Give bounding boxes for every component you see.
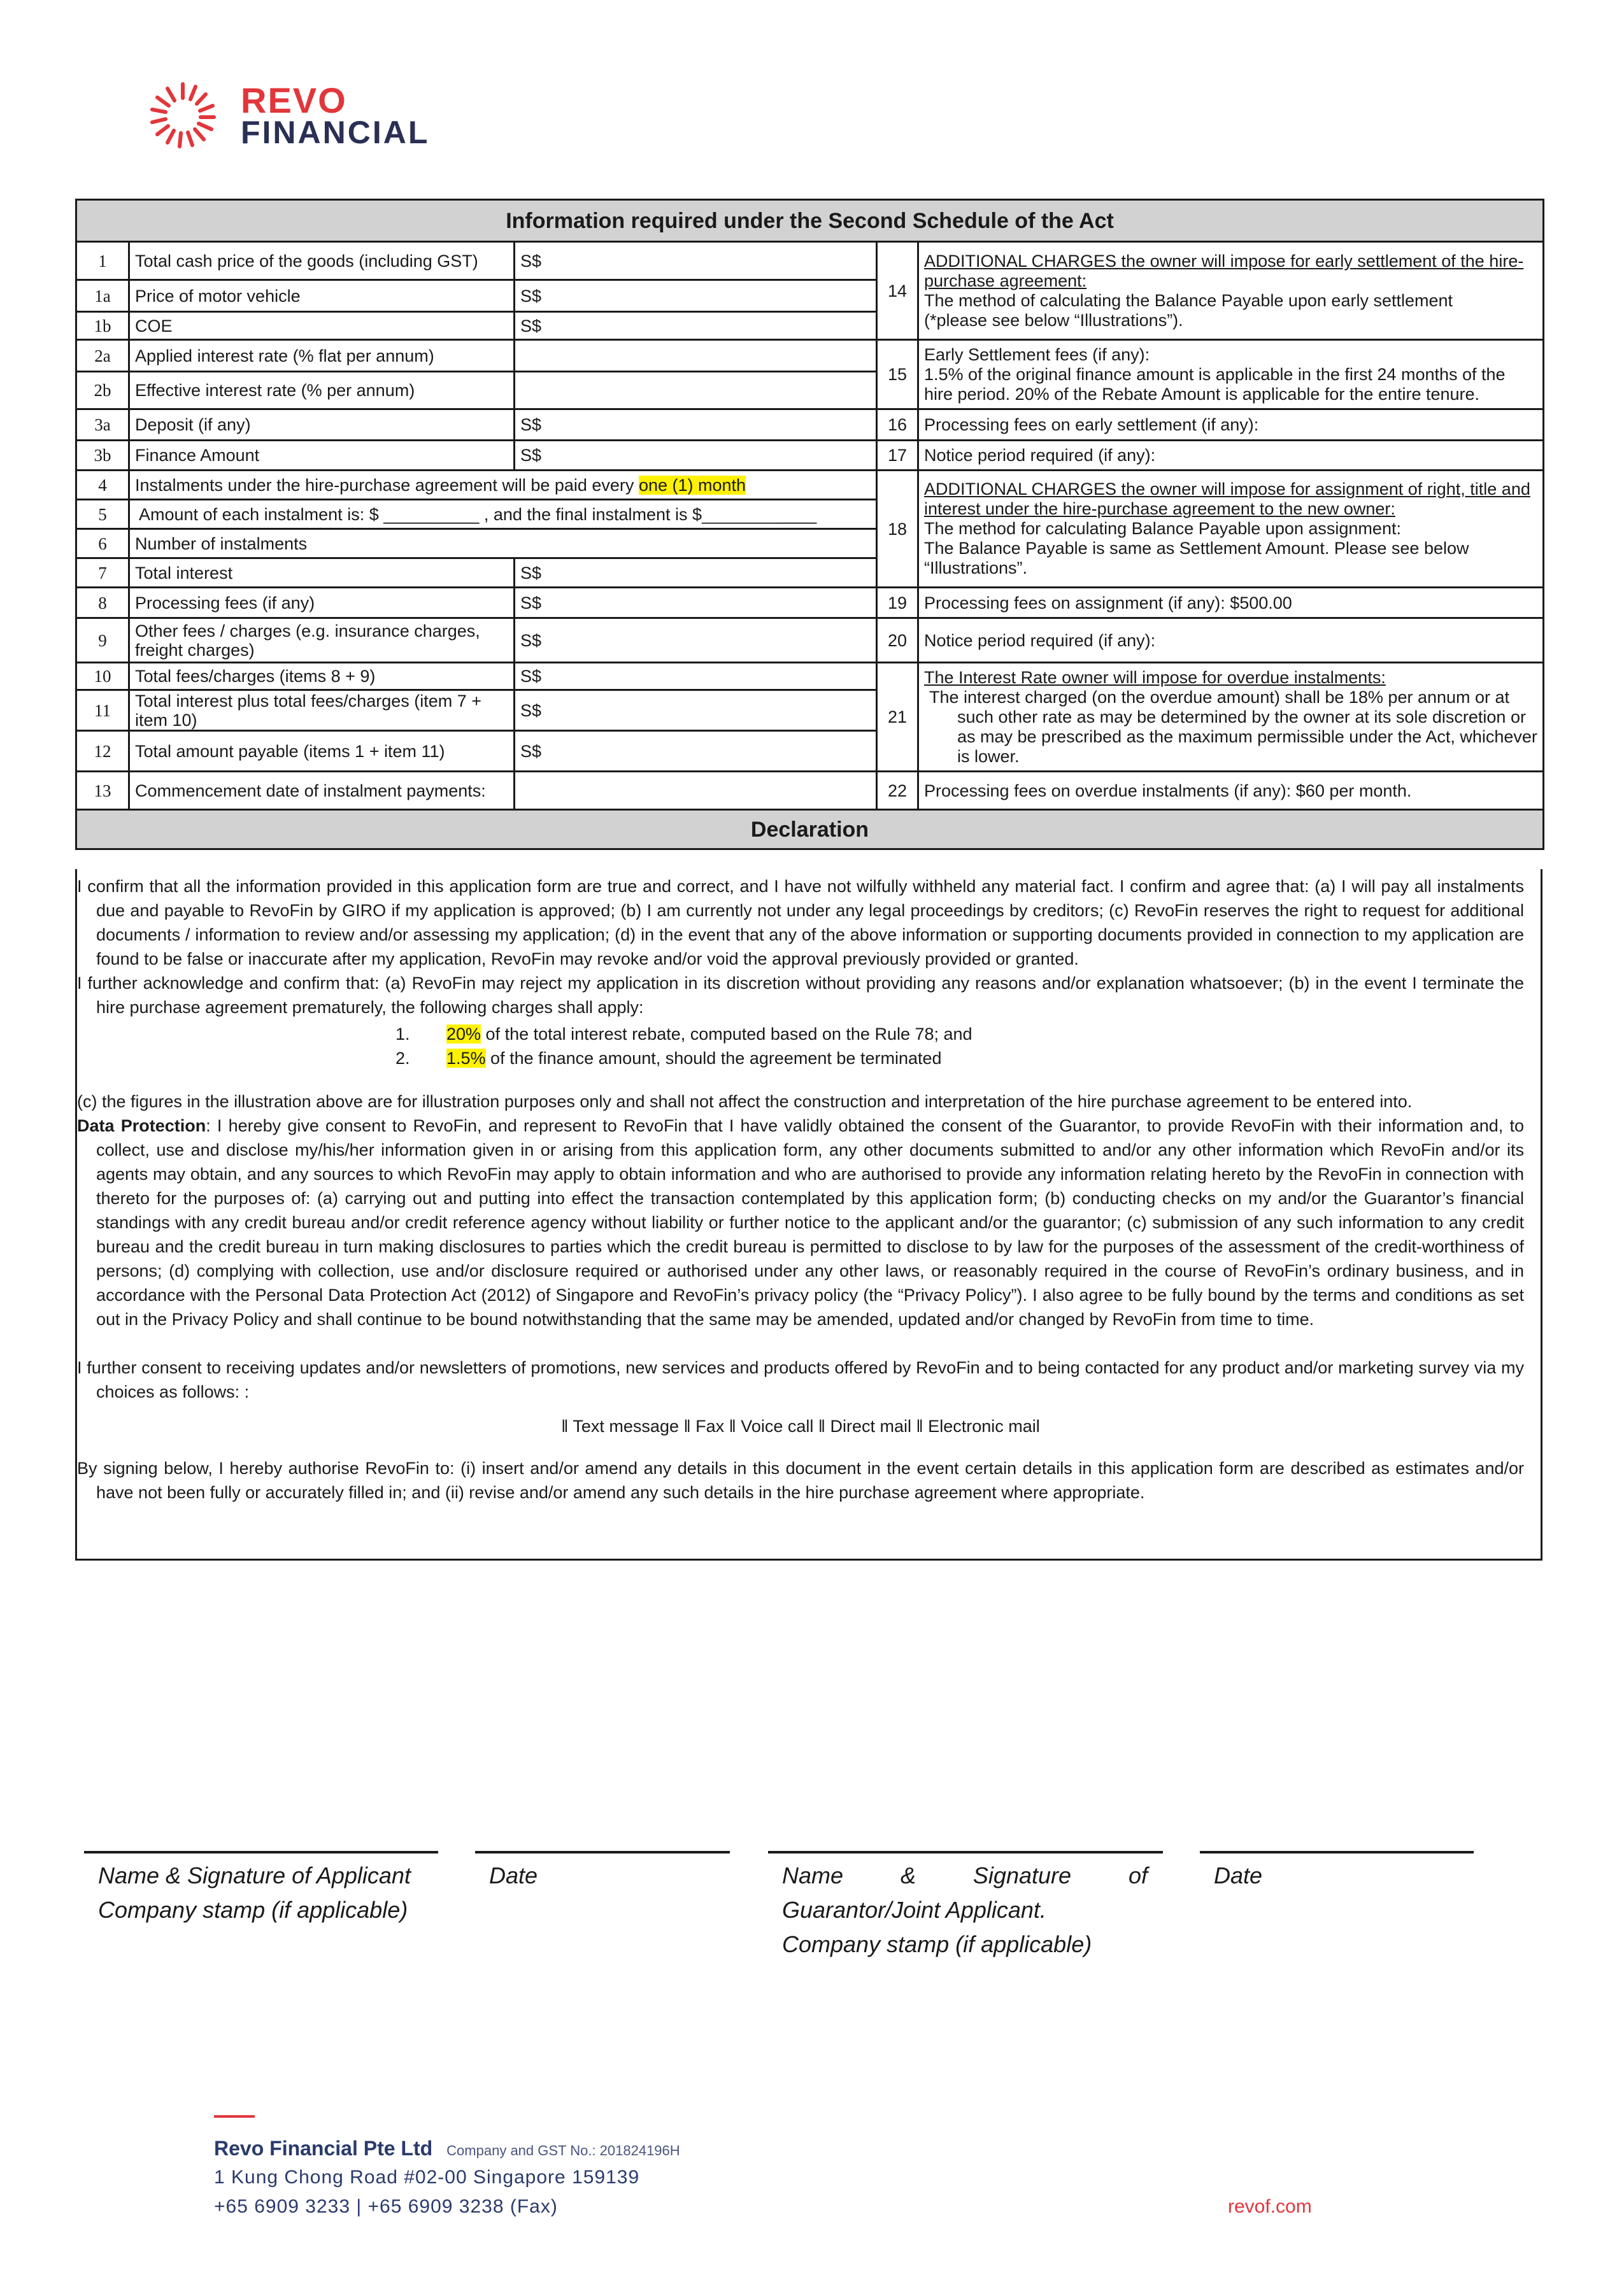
item-label: Number of instalments [129, 529, 877, 558]
second-schedule-table [75, 199, 1544, 850]
early-settlement-fees-label: Early Settlement fees (if any): [924, 344, 1150, 364]
schedule-title: Information required under the Second Schedule of the Act [76, 200, 1544, 242]
logo-word-revo: REVO [241, 80, 347, 120]
item-value-field[interactable]: S$ [515, 312, 877, 340]
revo-financial-logo [145, 80, 464, 150]
declaration-title: Declaration [76, 810, 1544, 849]
early-settlement-note: (*please see below “Illustrations”). [924, 310, 1183, 330]
item-number: 7 [76, 558, 129, 588]
item-number: 12 [76, 731, 129, 772]
guarantor-stamp-label: Company stamp (if applicable) [782, 1931, 1092, 1957]
assignment-method: The method for calculating Balance Payable upon assignment: [924, 519, 1401, 538]
early-settlement-method: The method of calculating the Balance Payable upon early settlement [924, 290, 1453, 310]
item-text: Processing fees on early settlement (if any): [918, 409, 1544, 441]
item-number: 8 [76, 588, 129, 618]
footer-registration: Company and GST No.: 201824196H [446, 2143, 680, 2158]
declaration-illustration-note: (c) the figures in the illustration above are for illustration purposes only and shall not affect the construction and interpretation of the hire purchase agreement to be entered into. [77, 1092, 1413, 1111]
applicant-date-block[interactable] [475, 1851, 730, 1893]
item-value-field[interactable] [515, 340, 877, 372]
item-value-field[interactable] [515, 372, 877, 409]
item-number: 5 [76, 500, 129, 529]
applicant-signature-label: Name & Signature of Applicant [98, 1862, 411, 1889]
item-number: 6 [76, 529, 129, 558]
instalment-frequency [129, 471, 877, 500]
early-settlement-fees [918, 340, 1544, 409]
marketing-consent: I further consent to receiving updates and/or newsletters of promotions, new services and products offered by RevoFin and to being contacted for any product and/or marketing survey via my choices as follows: : [77, 1358, 1524, 1401]
item-number: 2b [76, 372, 129, 409]
item-label: Total interest plus total fees/charges (item 7 + item 10) [129, 690, 515, 731]
item-number: 2a [76, 340, 129, 372]
item-label: Total interest [129, 558, 515, 588]
declaration-body [75, 869, 1542, 1561]
guarantor-date-label: Date [1214, 1862, 1263, 1889]
item-label: Processing fees (if any) [129, 588, 515, 618]
overdue-interest-text: The interest charged (on the overdue amount) shall be 18% per annum or at such other rate as may be determined by the owner at its sole discretion or as may be prescribed as the maximum permissible under the Act, whichever is lower. [929, 687, 1537, 766]
item-label: Total cash price of the goods (including GST) [129, 242, 515, 280]
termination-charges-list [77, 1022, 1524, 1070]
item-value-field[interactable]: S$ [515, 409, 877, 441]
declaration-confirmation: I confirm that all the information provided in this application form are true and correct, and I have not wilfully withheld any material fact. I confirm and agree that: (a) I will pay all instalments due and payable to RevoFin by GIRO if my application is approved; (b) I am currently not under any legal proceedings by creditors; (c) RevoFin reserves the right to request for additional documents / information to review and/or assessing my application; (d) in the event that any of the above information or supporting documents provided in connection to my application are found to be false or inaccurate after my application, RevoFin may revoke and/or void the approval previously provided or granted. [77, 877, 1524, 968]
assignment-heading: ADDITIONAL CHARGES the owner will impose for assignment of right, title and interest under the hire-purchase agreement to the new owner: [924, 479, 1530, 518]
item-value-field[interactable]: S$ [515, 588, 877, 618]
guarantor-signature-block[interactable] [768, 1851, 1163, 1962]
authorisation-clause: By signing below, I hereby authorise RevoFin to: (i) insert and/or amend any details in this document in the event certain details in this application form are described as estimates and/or have not been fully or accurately filled in; and (ii) revise and/or amend any such details in the hire purchase agreement where appropriate. [77, 1459, 1524, 1502]
item-number: 4 [76, 471, 129, 500]
item-number: 10 [76, 663, 129, 690]
item-text: Processing fees on overdue instalments (if any): $60 per month. [918, 772, 1544, 810]
item-number: 3a [76, 409, 129, 441]
logo-word-financial: FINANCIAL [241, 115, 430, 150]
assignment-charges [918, 471, 1544, 588]
item-number: 18 [877, 471, 918, 588]
instalment-amount-fields[interactable]: Amount of each instalment is: $ __________ , and the final instalment is $____________ [129, 500, 877, 529]
overdue-interest [918, 663, 1544, 772]
item-value-field[interactable]: S$ [515, 731, 877, 772]
revo-sunburst-icon [145, 80, 220, 150]
item-label: Total fees/charges (items 8 + 9) [129, 663, 515, 690]
item-number: 14 [877, 242, 918, 340]
item-label: Total amount payable (items 1 + item 11) [129, 731, 515, 772]
contact-channel-choices[interactable]: ‖ Text message ‖ Fax ‖ Voice call ‖ Direct mail ‖ Electronic mail [561, 1417, 1040, 1436]
guarantor-name-label: Guarantor/Joint Applicant. [782, 1897, 1046, 1923]
item-number: 21 [877, 663, 918, 772]
list-item: 1. 20% of the total interest rebate, computed based on the Rule 78; and [395, 1024, 972, 1044]
assignment-note: The Balance Payable is same as Settlement Amount. Please see below “Illustrations”. [924, 539, 1469, 578]
applicant-date-label: Date [489, 1862, 538, 1889]
item-label: Price of motor vehicle [129, 280, 515, 312]
footer-company-line [214, 2134, 680, 2165]
item-value-field[interactable]: S$ [515, 242, 877, 280]
item-label: COE [129, 312, 515, 340]
item-text: Processing fees on assignment (if any): $500.00 [918, 588, 1544, 618]
applicant-stamp-label: Company stamp (if applicable) [98, 1897, 408, 1923]
item-value-field[interactable] [515, 772, 877, 810]
item-number: 20 [877, 618, 918, 663]
item-number: 22 [877, 772, 918, 810]
footer-phones: +65 6909 3233 | +65 6909 3238 (Fax) [214, 2196, 558, 2217]
item-number: 13 [76, 772, 129, 810]
item-number: 11 [76, 690, 129, 731]
footer-website-link[interactable]: revof.com [1228, 2196, 1312, 2217]
item-value-field[interactable]: S$ [515, 690, 877, 731]
guarantor-signature-label: Name & Signature of [782, 1862, 1148, 1889]
footer-company-name: Revo Financial Pte Ltd [214, 2137, 433, 2160]
footer-accent-rule [214, 2115, 255, 2118]
item-value-field[interactable]: S$ [515, 663, 877, 690]
item-number: 9 [76, 618, 129, 663]
item-label: Applied interest rate (% flat per annum) [129, 340, 515, 372]
footer-address: 1 Kung Chong Road #02-00 Singapore 159139 [214, 2167, 640, 2188]
item-text: Notice period required (if any): [918, 441, 1544, 471]
data-protection-clause [77, 1114, 1524, 1331]
overdue-interest-heading: The Interest Rate owner will impose for overdue instalments: [924, 667, 1386, 687]
item-number: 1a [76, 280, 129, 312]
item-number: 1 [76, 242, 129, 280]
declaration-acknowledgement: I further acknowledge and confirm that: (a) RevoFin may reject my application in its discretion without providing any reasons and/or explanation whatsoever; (b) in the event I terminate the hire purchase agreement prematurely, the following charges shall apply: [77, 974, 1524, 1017]
item-number: 17 [877, 441, 918, 471]
item-text: Notice period required (if any): [918, 618, 1544, 663]
guarantor-date-block[interactable] [1200, 1851, 1474, 1893]
early-settlement-charges [918, 242, 1544, 340]
data-protection-label: Data Protection [77, 1116, 206, 1135]
list-item: 2. 1.5% of the finance amount, should the agreement be terminated [395, 1049, 942, 1068]
instalment-frequency-value: one (1) month [638, 475, 746, 495]
item-value-field[interactable]: S$ [515, 441, 877, 471]
item-number: 1b [76, 312, 129, 340]
item-number: 15 [877, 340, 918, 409]
item-value-field[interactable]: S$ [515, 618, 877, 663]
instalment-frequency-label: Instalments under the hire-purchase agreement will be paid every [135, 475, 639, 495]
item-number: 19 [877, 588, 918, 618]
data-protection-text: : I hereby give consent to RevoFin, and represent to RevoFin that I have validly obtained the consent of the Guarantor, to provide RevoFin with their information and, to collect, use and disclose my/his/her information given in or arising from this application form, any other documents submitted to and/or any other information which RevoFin and/or its agents may obtain, and any sources to which RevoFin may apply to obtain information and who are authorised to provide any information relating hereto by the RevoFin in connection with thereto for the purposes of: (a) carrying out and putting into effect the transaction contemplated by this application form; (b) conducting checks on my and/or the Guarantor’s financial standings with any credit bureau and/or credit reference agency without liability or further notice to the applicant and/or the guarantor; (c) submission of any such information to any credit bureau and the credit bureau in turn making disclosures to parties which the credit bureau is permitted to disclose to by law for the purposes of the assessment of the credit-worthiness of persons; (d) complying with collection, use and/or disclosure required or authorised under any other laws, or reasonably required in the course of RevoFin’s ordinary business, and in accordance with the Personal Data Protection Act (2012) of Singapore and RevoFin’s privacy policy (the “Privacy Policy”). I also agree to be fully bound by the terms and conditions as set out in the Privacy Policy and shall continue to be bound notwithstanding that the same may be amended, updated and/or changed by RevoFin from time to time. [96, 1116, 1524, 1329]
item-number: 3b [76, 441, 129, 471]
early-settlement-heading: ADDITIONAL CHARGES the owner will impose for early settlement of the hire-purchase agreement: [924, 251, 1524, 290]
item-value-field[interactable]: S$ [515, 280, 877, 312]
item-label: Other fees / charges (e.g. insurance charges, freight charges) [129, 618, 515, 663]
item-label: Deposit (if any) [129, 409, 515, 441]
applicant-signature-block[interactable] [84, 1851, 438, 1927]
early-settlement-fees-text: 1.5% of the original finance amount is applicable in the first 24 months of the hire period. 20% of the Rebate Amount is applicable for the entire tenure. [924, 364, 1506, 404]
item-label: Effective interest rate (% per annum) [129, 372, 515, 409]
item-value-field[interactable]: S$ [515, 558, 877, 588]
item-number: 16 [877, 409, 918, 441]
item-label: Finance Amount [129, 441, 515, 471]
item-label: Commencement date of instalment payments: [129, 772, 515, 810]
